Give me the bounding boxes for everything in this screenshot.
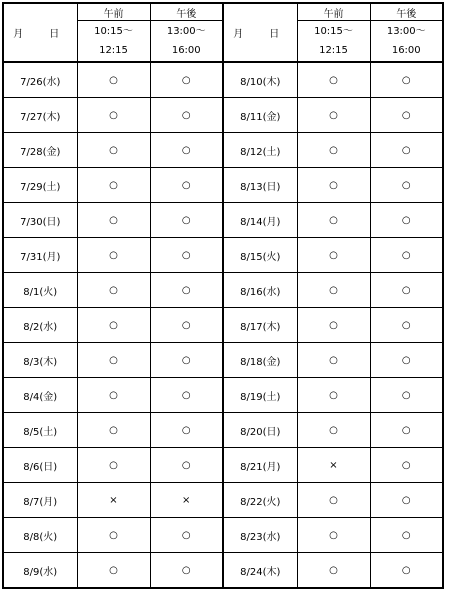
- date-cell: 8/15(火): [223, 238, 297, 273]
- pm-status-cell: ○: [150, 343, 223, 378]
- table-row: [3, 238, 443, 273]
- am-status-cell: ○: [77, 413, 150, 448]
- am-status-cell: ×: [77, 483, 150, 518]
- am-status-cell: ○: [297, 343, 370, 378]
- table-row: [3, 483, 443, 518]
- pm-status-cell: ○: [370, 308, 443, 343]
- date-cell: 7/28(金): [3, 133, 77, 168]
- pm-end-time: 16:00: [171, 45, 201, 56]
- am-status-cell: ○: [77, 273, 150, 308]
- am-status-cell: ○: [77, 448, 150, 483]
- right-am-header: 午前: [297, 3, 370, 21]
- left-pm-time: [150, 21, 223, 63]
- date-cell: 8/17(木): [223, 308, 297, 343]
- am-status-cell: ○: [297, 133, 370, 168]
- date-cell: 8/20(日): [223, 413, 297, 448]
- am-status-cell: ○: [297, 308, 370, 343]
- right-am-time: [297, 21, 370, 63]
- am-status-cell: ○: [77, 343, 150, 378]
- pm-status-cell: ○: [150, 448, 223, 483]
- pm-status-cell: ○: [150, 378, 223, 413]
- pm-status-cell: ○: [370, 168, 443, 203]
- table-row: [3, 413, 443, 448]
- date-cell: 8/22(火): [223, 483, 297, 518]
- date-cell: 8/11(金): [223, 98, 297, 133]
- pm-status-cell: ○: [150, 518, 223, 553]
- pm-end-time: 16:00: [391, 45, 421, 56]
- date-cell: 8/12(土): [223, 133, 297, 168]
- left-am-header: 午前: [77, 3, 150, 21]
- am-status-cell: ○: [297, 98, 370, 133]
- pm-start-time: 13:00〜: [386, 26, 426, 37]
- am-status-cell: ○: [297, 168, 370, 203]
- table-row: [3, 553, 443, 589]
- table-row: [3, 133, 443, 168]
- am-end-time: 12:15: [99, 45, 128, 56]
- left-am-time: [77, 21, 150, 63]
- date-cell: 7/26(水): [3, 62, 77, 98]
- table-row: [3, 448, 443, 483]
- pm-status-cell: ○: [370, 238, 443, 273]
- left-pm-header: 午後: [150, 3, 223, 21]
- date-cell: 8/5(土): [3, 413, 77, 448]
- am-status-cell: ○: [297, 62, 370, 98]
- am-status-cell: ○: [297, 413, 370, 448]
- am-status-cell: ○: [297, 273, 370, 308]
- date-cell: 8/3(木): [3, 343, 77, 378]
- date-cell: 8/9(水): [3, 553, 77, 589]
- pm-start-time: 13:00〜: [166, 26, 206, 37]
- schedule-table: [2, 2, 444, 589]
- pm-status-cell: ○: [150, 133, 223, 168]
- am-status-cell: ○: [297, 483, 370, 518]
- am-status-cell: ○: [77, 308, 150, 343]
- pm-status-cell: ○: [150, 553, 223, 589]
- pm-status-cell: ○: [150, 203, 223, 238]
- pm-status-cell: ○: [370, 98, 443, 133]
- table-row: [3, 343, 443, 378]
- pm-status-cell: ×: [150, 483, 223, 518]
- table-row: [3, 378, 443, 413]
- date-cell: 8/1(火): [3, 273, 77, 308]
- date-cell: 8/4(金): [3, 378, 77, 413]
- am-status-cell: ○: [77, 168, 150, 203]
- am-start-time: 10:15〜: [94, 26, 133, 37]
- table-row: [3, 203, 443, 238]
- date-cell: 8/10(木): [223, 62, 297, 98]
- pm-status-cell: ○: [370, 378, 443, 413]
- right-pm-time: [370, 21, 443, 63]
- table-row: [3, 62, 443, 98]
- date-cell: 7/30(日): [3, 203, 77, 238]
- pm-status-cell: ○: [370, 62, 443, 98]
- table-row: [3, 273, 443, 308]
- date-cell: 8/21(月): [223, 448, 297, 483]
- date-cell: 8/23(水): [223, 518, 297, 553]
- am-status-cell: ○: [77, 378, 150, 413]
- table-row: [3, 168, 443, 203]
- pm-status-cell: ○: [370, 343, 443, 378]
- pm-status-cell: ○: [150, 62, 223, 98]
- pm-status-cell: ○: [370, 483, 443, 518]
- pm-status-cell: ○: [370, 518, 443, 553]
- date-cell: 8/19(土): [223, 378, 297, 413]
- date-cell: 8/24(木): [223, 553, 297, 589]
- right-day-header: 月 日: [223, 3, 297, 62]
- schedule-body: [3, 62, 443, 588]
- date-cell: 8/6(日): [3, 448, 77, 483]
- pm-status-cell: ○: [370, 273, 443, 308]
- am-status-cell: ○: [297, 518, 370, 553]
- am-status-cell: ○: [77, 133, 150, 168]
- pm-status-cell: ○: [370, 448, 443, 483]
- pm-status-cell: ○: [370, 133, 443, 168]
- pm-status-cell: ○: [150, 238, 223, 273]
- table-row: [3, 98, 443, 133]
- date-cell: 8/2(水): [3, 308, 77, 343]
- pm-status-cell: ○: [150, 308, 223, 343]
- date-cell: 8/18(金): [223, 343, 297, 378]
- date-cell: 8/16(水): [223, 273, 297, 308]
- date-cell: 7/31(月): [3, 238, 77, 273]
- am-status-cell: ○: [77, 203, 150, 238]
- am-status-cell: ○: [297, 378, 370, 413]
- pm-status-cell: ○: [150, 413, 223, 448]
- left-day-header: 月 日: [3, 3, 77, 62]
- date-cell: 8/14(月): [223, 203, 297, 238]
- table-row: [3, 308, 443, 343]
- am-end-time: 12:15: [319, 45, 348, 56]
- right-pm-header: 午後: [370, 3, 443, 21]
- table-row: [3, 518, 443, 553]
- date-cell: 7/29(土): [3, 168, 77, 203]
- am-status-cell: ○: [297, 203, 370, 238]
- pm-status-cell: ○: [370, 203, 443, 238]
- am-status-cell: ○: [77, 238, 150, 273]
- am-status-cell: ×: [297, 448, 370, 483]
- am-start-time: 10:15〜: [314, 26, 353, 37]
- am-status-cell: ○: [77, 62, 150, 98]
- date-cell: 7/27(木): [3, 98, 77, 133]
- am-status-cell: ○: [77, 518, 150, 553]
- date-cell: 8/8(火): [3, 518, 77, 553]
- am-status-cell: ○: [77, 98, 150, 133]
- pm-status-cell: ○: [150, 273, 223, 308]
- am-status-cell: ○: [297, 238, 370, 273]
- date-cell: 8/7(月): [3, 483, 77, 518]
- pm-status-cell: ○: [370, 553, 443, 589]
- pm-status-cell: ○: [370, 413, 443, 448]
- pm-status-cell: ○: [150, 168, 223, 203]
- am-status-cell: ○: [77, 553, 150, 589]
- pm-status-cell: ○: [150, 98, 223, 133]
- am-status-cell: ○: [297, 553, 370, 589]
- date-cell: 8/13(日): [223, 168, 297, 203]
